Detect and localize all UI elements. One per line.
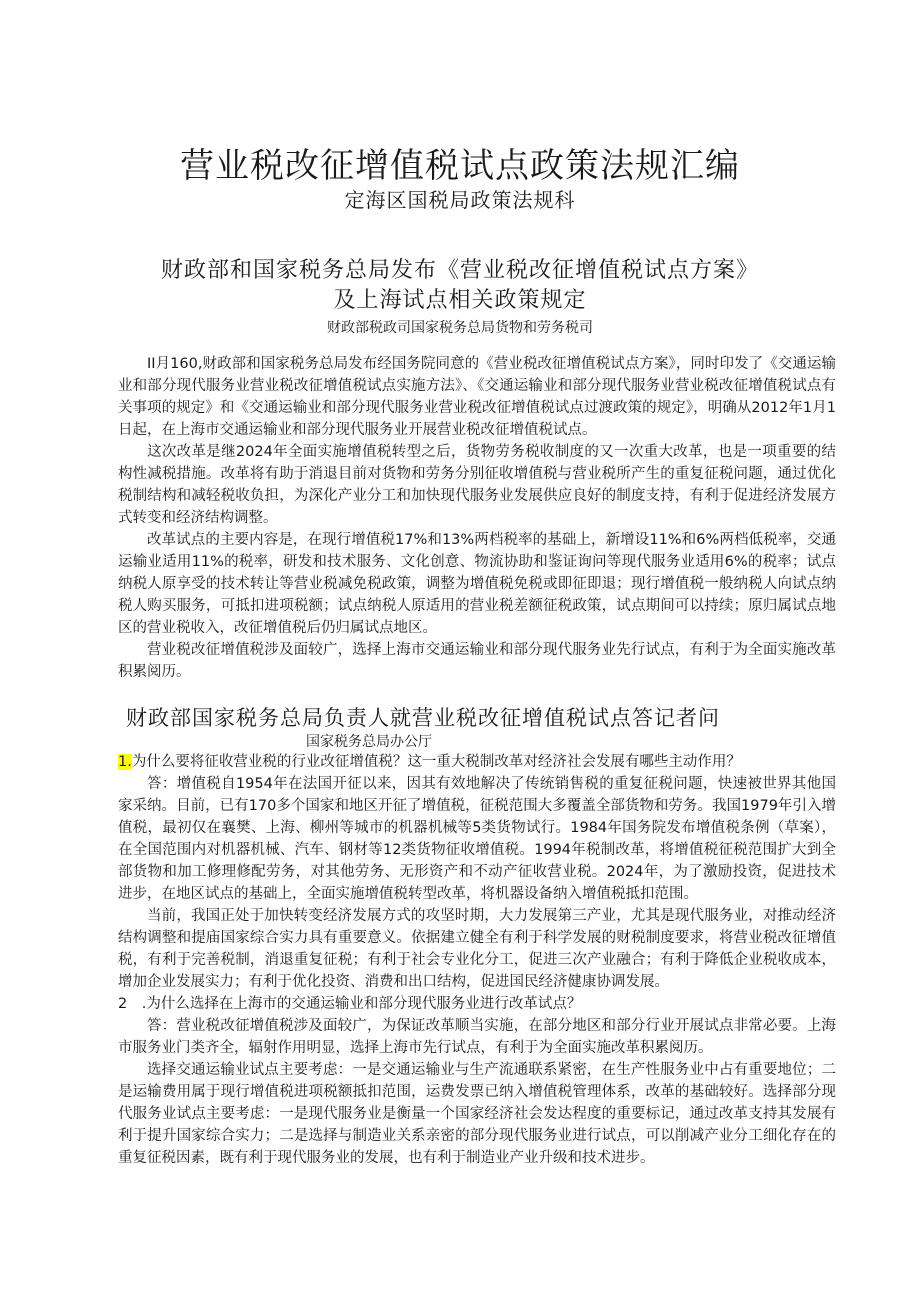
section1-paragraph: 营业税改征增值税涉及面较广，选择上海市交通运输业和部分现代服务业先行试点，有利于为全面实施改革积累阅历。 [118, 642, 836, 680]
answer-2-paragraph: 选择交通运输业试点主要考虑：一是交通运输业与生产流通联系紧密，在生产性服务业中占有重要地位；二是运输费用属于现行增值税进项税额抵扣范围，运费发票已纳入增值税管理体系，改革的基础较好。选择部分现代服务业试点主要考虑：一是现代服务业是衡量一个国家经济社会发达程度的重要标记，通过改革支持其发展有利于提升国家综合实力；二是选择与制造业关系亲密的部分现代服务业进行试点，可以削减产业分工细化存在的重复征税因素，既有利于现代服务业的发展，也有利于制造业产业升级和技术进步。 [118, 1062, 836, 1166]
document-subtitle: 定海区国税局政策法规科 [344, 188, 576, 212]
section2-title: 财政部国家税务总局负责人就营业税改征增值税试点答记者问 [126, 706, 720, 730]
answer-2-paragraph: 答：营业税改征增值税涉及面较广，为保证改革顺当实施，在部分地区和部分行业开展试点非常必要。上海市服务业门类齐全，辐射作用明显，选择上海市先行试点，有利于为全面实施改革积累阅历。 [118, 1018, 836, 1056]
question-2: 2 .为什么选择在上海市的交通运输业和部分现代服务业进行改革试点？ [118, 996, 582, 1012]
section1-body [118, 353, 836, 683]
section1-source: 财政部税政司国家税务总局货物和劳务税司 [327, 320, 593, 336]
question-1 [118, 751, 836, 773]
question-1-number: 1. [118, 754, 132, 770]
section1-paragraph: 改革试点的主要内容是，在现行增值税17%和13%两档税率的基础上，新增设11%和6%两档低税率，交通运输业适用11%的税率，研发和技术服务、文化创意、物流协助和鉴证询问等现代服务业适用6%的税率；试点纳税人原享受的技术转让等营业税减免税政策，调整为增值税免税或即征即退；现行增值税一般纳税人向试点纳税人购买服务，可抵扣进项税额；试点纳税人原适用的营业税差额征税政策，试点期间可以持续；原归属试点地区的营业税收入，改征增值税后仍归属试点地区。 [118, 532, 836, 636]
section1-title-line2: 及上海试点相关政策规定 [333, 288, 587, 313]
section2-source: 国家税务总局办公厅 [306, 734, 432, 750]
answer-1-paragraph: 当前，我国正处于加快转变经济发展方式的攻坚时期，大力发展第三产业，尤其是现代服务业，对推动经济结构调整和提庙国家综合实力具有重要意义。依据建立健全有利于科学发展的财税制度要求，将营业税改征增值税，有利于完善税制，消退重复征税；有利于社会专业化分工，促进三次产业融合；有利于降低企业税收成本，增加企业发展实力；有利于优化投资、消费和出口结构，促进国民经济健康协调发展。 [118, 908, 836, 990]
section2-body [118, 751, 836, 1169]
section1-paragraph: II月160,财政部和国家税务总局发布经国务院同意的《营业税改征增值税试点方案》，同时印发了《交通运输业和部分现代服务业营业税改征增值税试点实施方法》、《交通运输业和部分现代服务业营业税改征增值税试点有关事项的规定》和《交通运输业和部分现代服务业营业税改征增值税试点过渡政策的规定》，明确从2012年1月1日起，在上海市交通运输业和部分现代服务业开展营业税改征增值税试点。 [118, 356, 836, 438]
answer-1-paragraph: 答：增值税自1954年在法国开征以来，因其有效地解决了传统销售税的重复征税问题，快速被世界其他国家采纳。目前，已有170多个国家和地区开征了增值税，征税范围大多覆盖全部货物和劳务。我国1979年引入增值税，最初仅在襄樊、上海、柳州等城市的机器机械等5类货物试行。1984年国务院发布增值税条例（草案），在全国范围内对机器机械、汽车、钢材等12类货物征收增值税。1994年税制改革，将增值税征税范围扩大到全部货物和加工修理修配劳务，对其他劳务、无形资产和不动产征收营业税。2024年，为了激励投资，促进技术进步，在地区试点的基础上，全面实施增值税转型改革，将机器设备纳入增值税抵扣范围。 [118, 776, 836, 902]
question-1-text: 为什么要将征收营业税的行业改征增值税？这一重大税制改革对经济社会发展有哪些主动作用？ [131, 754, 741, 770]
section1-paragraph: 这次改革是继2024年全面实施增值税转型之后，货物劳务税收制度的又一次重大改革，也是一项重要的结构性减税措施。改革将有助于消退目前对货物和劳务分别征收增值税与营业税所产生的重复征税问题，通过优化税制结构和减轻税收负担，为深化产业分工和加快现代服务业发展供应良好的制度支持，有利于促进经济发展方式转变和经济结构调整。 [118, 444, 836, 526]
section1-title-line1: 财政部和国家税务总局发布《营业税改征增值税试点方案》 [160, 258, 759, 283]
section1-title [0, 256, 920, 316]
document-title: 营业税改征增值税试点政策法规汇编 [180, 146, 740, 186]
